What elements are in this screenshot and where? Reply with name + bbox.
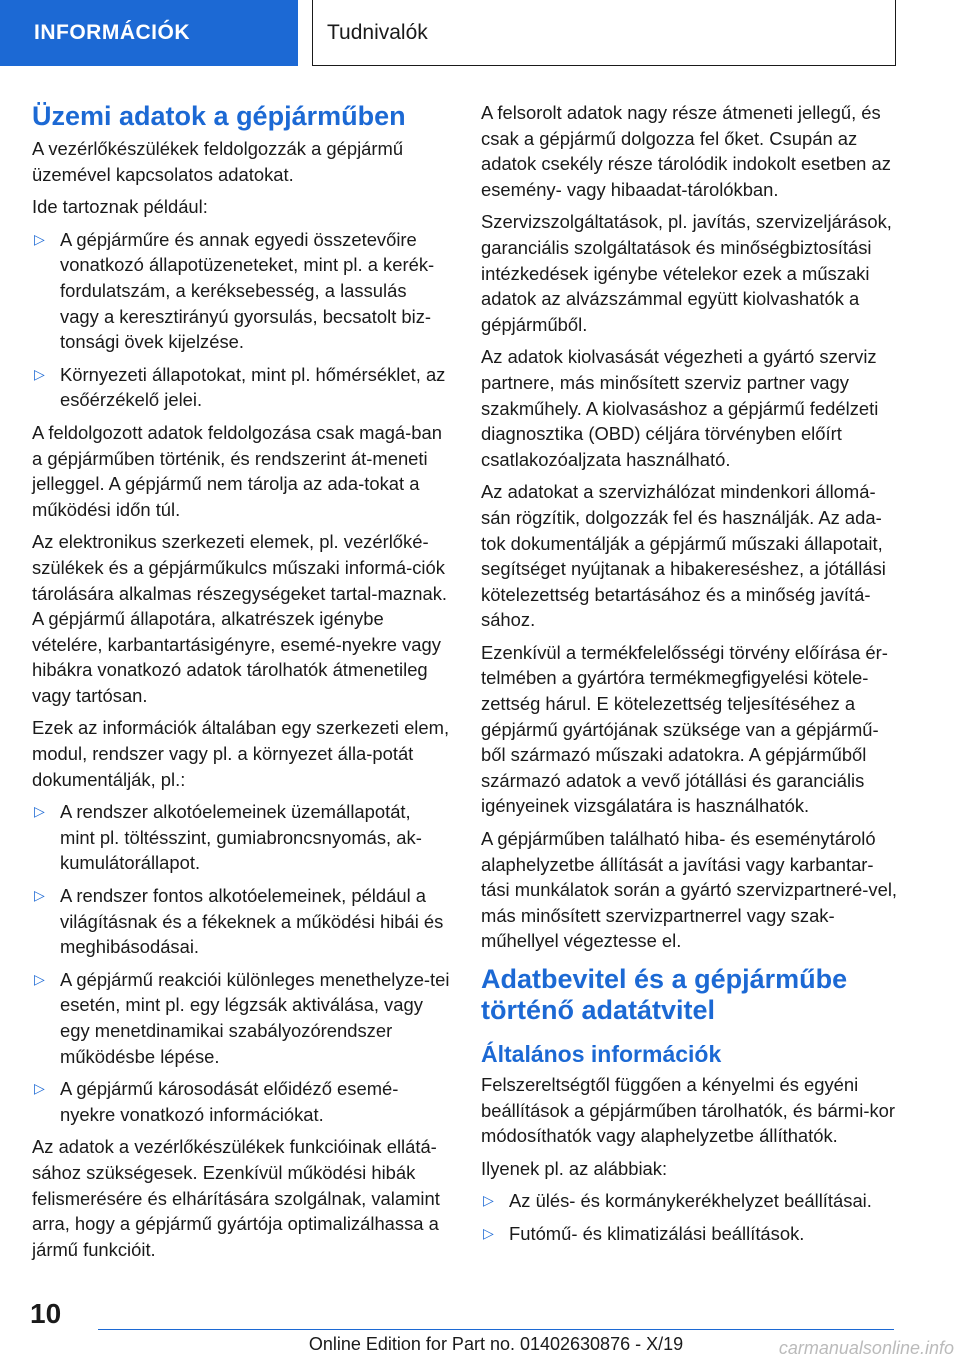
list-item: ▷ Környezeti állapotokat, mint pl. hőmérséklet, az esőérzékelő jelei.	[34, 363, 446, 411]
paragraph: Ilyenek pl. az alábbiak:	[481, 1157, 668, 1179]
bullet-list	[32, 799, 450, 1127]
bullet-list	[481, 1188, 899, 1246]
page-number: 10	[30, 1298, 62, 1329]
chapter-header	[312, 0, 896, 66]
paragraph: A feldolgozott adatok feldolgozása csak magá-ban a gépjárműben történik, és rendszerint át-meneti jelleggel. A gépjármű nem tárolja az ada-tokat a működési időn túl.	[32, 421, 442, 520]
section-label: INFORMÁCIÓK	[34, 21, 190, 44]
paragraph: Az adatok a vezérlőkészülékek funkcióinak ellátá-sához szükségesek. Ezenkívül működési hibák felismerésére és elhárítására szolgálnak, valamint arra, hogy a gépjármű gyártója optimalizálhassa a jármű funkcióit.	[32, 1136, 440, 1260]
list-item: ▷ A gépjármű károsodását előidéző esemé-nyekre vonatkozó információkat.	[34, 1078, 399, 1125]
triangle-bullet-icon: ▷	[34, 230, 45, 247]
list-item: ▷ A rendszer fontos alkotóelemeinek, például a világításnak és a fékeknek a működési hibái és meghibásodásai.	[34, 885, 444, 958]
triangle-bullet-icon: ▷	[34, 365, 45, 382]
paragraph: Felszereltségtől függően a kényelmi és egyéni beállítások a gépjárműben tárolhatók, és bármi-kor módosíthatók vagy alaphelyzetbe állíthatók.	[481, 1074, 896, 1147]
triangle-bullet-icon: ▷	[34, 887, 45, 904]
triangle-bullet-icon: ▷	[34, 970, 45, 987]
footer-divider	[98, 1329, 894, 1330]
triangle-bullet-icon: ▷	[483, 1224, 494, 1241]
section-title: Üzemi adatok a gépjárműben	[32, 101, 406, 131]
list-item: ▷ Az ülés- és kormánykerékhelyzet beállításai.	[481, 1188, 899, 1214]
left-column	[32, 100, 450, 1269]
section-tab	[0, 0, 298, 66]
section-title: Adatbevitel és a gépjárműbe történő adatátvitel	[481, 964, 848, 1025]
paragraph: A gépjárműben található hiba- és eseménytároló alaphelyzetbe állítását a javítási vagy karbantar-tási munkálatok során a gyártó szervizpartneré-vel, más minősített szervizpartnerrel vagy szak-műhellyel végeztesse el.	[481, 828, 898, 952]
triangle-bullet-icon: ▷	[34, 803, 45, 820]
paragraph: A felsorolt adatok nagy része átmeneti jellegű, és csak a gépjármű dolgozza fel őket. Csupán az adatok csekély része tárolódik indokolt esetben az esemény- vagy hibaadat-tárolókban.	[481, 102, 891, 200]
bullet-list	[32, 227, 450, 413]
paragraph: Az adatokat a szervizhálózat mindenkori állomá-sán rögzítik, dolgozzák fel és használják. Az ada-tok dokumentálják a gépjármű műszaki állapotait, segítséget nyújtanak a hibakereséshez, a jótállási kötelezettség betartásához és a minőség javítá-sához.	[481, 481, 886, 631]
triangle-bullet-icon: ▷	[483, 1192, 494, 1209]
right-column	[481, 100, 899, 1254]
paragraph: Ezek az információk általában egy szerkezeti elem, modul, rendszer vagy pl. a környezet álla-potát dokumentálják, pl.:	[32, 717, 450, 790]
list-item: ▷ A rendszer alkotóelemeinek üzemállapotát, mint pl. töltésszint, gumiabroncsnyomás, ak-kumulátorállapot.	[34, 801, 422, 874]
chapter-label: Tudnivalók	[327, 20, 428, 44]
edition-footer: Online Edition for Part no. 01402630876 - X/19	[308, 1334, 684, 1354]
paragraph: A vezérlőkészülékek feldolgozzák a gépjármű üzemével kapcsolatos adatokat.	[32, 138, 404, 185]
paragraph: Ide tartoznak például:	[32, 196, 208, 218]
paragraph: Az elektronikus szerkezeti elemek, pl. vezérlőké-szülékek és a gépjárműkulcs műszaki informá-ciók tárolására alkalmas részegységeket tartal-maznak. A gépjármű állapotára, alkatrészek igénybe vételére, karbantartásigényre, esemé-nyekre vagy hibákra vonatkozó adatok tárolhatók átmenetileg vagy tartósan.	[32, 531, 447, 706]
subsection-title: Általános információk	[481, 1041, 722, 1067]
list-item: ▷ A gépjármű reakciói különleges menethelyze-tei esetén, mint pl. egy légzsák aktiválása, vagy egy menetdinamikai szabályozórendszer működésbe lépése.	[34, 968, 450, 1067]
watermark: carmanualsonline.info	[778, 1338, 954, 1358]
list-item: ▷ Futómű- és klimatizálási beállítások.	[481, 1221, 899, 1247]
list-item: ▷ A gépjárműre és annak egyedi összetevőire vonatkozó állapotüzeneteket, mint pl. a kerék-fordulatszám, a keréksebesség, a lassulás vagy a keresztirányú gyorsulás, becsatolt biz-tonsági övek kijelzése.	[34, 228, 435, 353]
triangle-bullet-icon: ▷	[34, 1080, 45, 1097]
paragraph: Szervizszolgáltatások, pl. javítás, szervizeljárások, garanciális szolgáltatások és minőségbiztosítási intézkedések igénybe vételekor ezek a műszaki adatok az alvázszámmal együtt kiolvashatók a gépjárműből.	[481, 211, 892, 335]
paragraph: Az adatok kiolvasását végezheti a gyártó szerviz partnere, más minősített szerviz partner vagy szakműhely. A kiolvasáshoz a gépjármű fedélzeti diagnosztika (OBD) céljára törvényben előírt csatlakozóaljzata használható.	[481, 346, 879, 470]
paragraph: Ezenkívül a termékfelelősségi törvény előírása ér-telmében a gyártóra termékmegfigyelési kötele-zettség hárul. E kötelezettség teljesítéséhez a gépjármű gyártójának szüksége van a gépjármű-ből származó műszaki adatokra. A gépjárműből származó adatok a vevő jótállási és garanciális igényeinek vizsgálatára is használhatók.	[481, 641, 888, 817]
